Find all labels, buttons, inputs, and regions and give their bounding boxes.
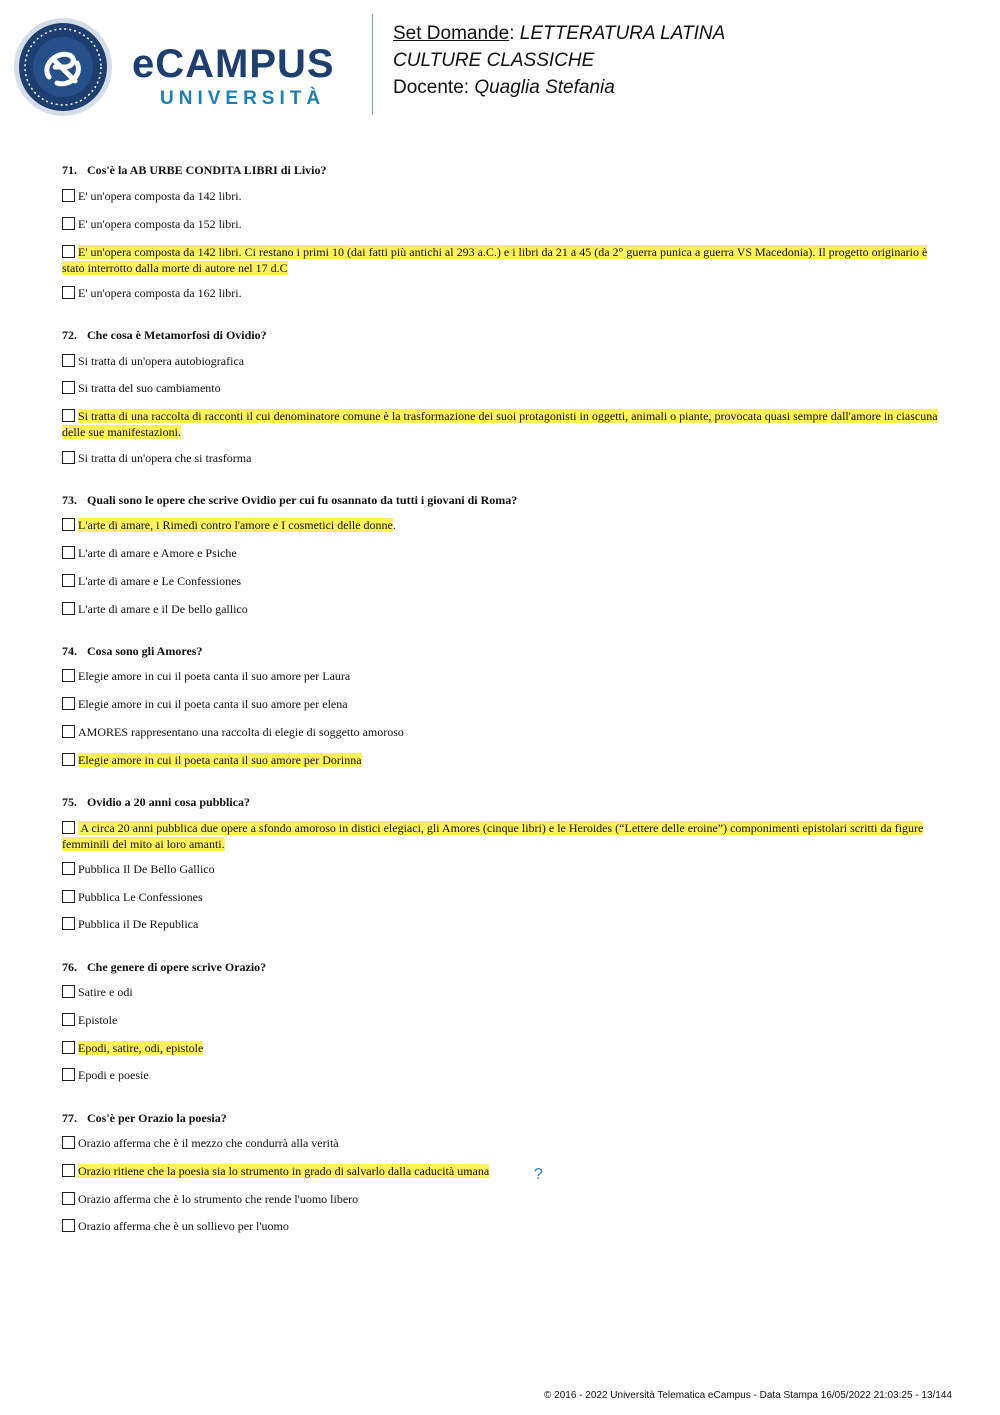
answer-option [62,602,938,618]
question-text: Cosa sono gli Amores? [87,644,203,658]
docente-label: Docente: [393,77,470,98]
answer-option [62,1013,938,1029]
docente-line [393,76,615,100]
answer-text: Elegie amore in cui il poeta canta il suo amore per elena [78,697,348,711]
question-text: Quali sono le opere che scrive Ovidio per cui fu osannato da tutti i giovani di Roma? [87,493,518,507]
set-domande-line: Set Domande: LETTERATURA LATINA [393,23,726,44]
answer-checkbox[interactable] [62,451,75,464]
answer-checkbox[interactable] [62,890,75,903]
question-number: 76. [62,960,77,974]
answer-option [62,217,938,233]
question-number: 73. [62,493,77,507]
answer-option [62,354,938,370]
answer-checkbox[interactable] [62,1068,75,1081]
question-title [62,643,942,659]
header-divider [372,14,373,115]
answer-option [62,890,938,906]
answer-checkbox[interactable] [62,381,75,394]
answer-text: Orazio afferma che è lo strumento che rende l'uomo libero [78,1192,359,1206]
answer-option [62,546,938,562]
answer-text: Epodi e poesie [78,1068,149,1082]
answer-text: L'arte di amare e Le Confessiones [78,574,242,588]
question-number: 77. [62,1111,77,1125]
answer-text-highlighted: Elegie amore in cui il poeta canta il suo amore per Dorinna [78,753,362,767]
answer-checkbox[interactable] [62,354,75,367]
answer-checkbox[interactable] [62,985,75,998]
answer-checkbox[interactable] [62,1219,75,1232]
answer-checkbox[interactable] [62,1164,75,1177]
answer-option [62,286,938,302]
annotation-question-mark: ? [534,1166,543,1183]
answer-checkbox[interactable] [62,725,75,738]
answer-option [62,189,938,205]
answer-text-highlighted: Si tratta di una raccolta di racconti il cui denominatore comune è la trasformazione dei suoi protagonisti in oggetti, animali o piante, provocata quasi sempre dall'amore in ciascuna delle sue manifestazioni. [62,409,938,439]
answer-text: L'arte di amare e il De bello gallico [78,602,248,616]
answer-checkbox[interactable] [62,821,75,834]
ecampus-logo-subtext: UNIVERSITÀ [160,88,326,109]
answer-option [62,518,938,534]
answer-text: Si tratta di un'opera autobiografica [78,354,245,368]
answer-checkbox[interactable] [62,189,75,202]
answer-text: Pubblica Le Confessiones [78,890,203,904]
question-text: Cos'è la AB URBE CONDITA LIBRI di Livio? [87,163,327,177]
set-domande-value: LETTERATURA LATINA [519,23,726,44]
answer-text: E' un'opera composta da 142 libri. [78,189,242,203]
answer-option [62,451,938,467]
answer-option [62,381,938,397]
answer-option [62,409,938,440]
docente-value: Quaglia Stefania [474,77,615,98]
answer-checkbox[interactable] [62,1041,75,1054]
answer-checkbox[interactable] [62,574,75,587]
answer-text: Pubblica Il De Bello Gallico [78,862,215,876]
answer-checkbox[interactable] [62,245,75,258]
answer-option [62,1192,938,1208]
answer-text-highlighted: L'arte di amare, i Rimedi contro l'amore e I cosmetici delle donne [78,518,393,532]
answer-option [62,1219,938,1235]
answer-checkbox[interactable] [62,669,75,682]
answer-option [62,245,938,276]
ecampus-logo-text: eCAMPUS [132,42,335,86]
question-title [62,1110,942,1126]
answer-text: AMORES rappresentano una raccolta di elegie di soggetto amoroso [78,725,404,739]
question-text: Che genere di opere scrive Orazio? [87,960,267,974]
page-footer: © 2016 - 2022 Università Telematica eCampus - Data Stampa 16/05/2022 21:03:25 - 13/144 [544,1390,952,1401]
question-number: 72. [62,328,77,342]
answer-option [62,697,938,713]
course-name: CULTURE CLASSICHE [393,50,595,71]
answer-text: E' un'opera composta da 152 libri. [78,217,242,231]
answer-checkbox[interactable] [62,1013,75,1026]
answer-option [62,1041,938,1057]
answer-checkbox[interactable] [62,602,75,615]
question-text: Cos'è per Orazio la poesia? [87,1111,227,1125]
answer-option [62,985,938,1001]
answer-checkbox[interactable] [62,409,75,422]
answer-checkbox[interactable] [62,1192,75,1205]
answer-text-highlighted: Orazio ritiene che la poesia sia lo strumento in grado di salvarlo dalla caducità umana [78,1164,490,1178]
answer-text: Orazio afferma che è il mezzo che condurrà alla verità [78,1136,339,1150]
course-line [393,49,594,73]
answer-checkbox[interactable] [62,1136,75,1149]
answer-text: Si tratta di un'opera che si trasforma [78,451,252,465]
answer-checkbox[interactable] [62,518,75,531]
question-number: 71. [62,163,77,177]
answer-text: Elegie amore in cui il poeta canta il suo amore per Laura [78,669,351,683]
answer-option [62,1164,938,1180]
answer-text-highlighted: Epodi, satire, odi, epistole [78,1041,204,1055]
question-text: Che cosa è Metamorfosi di Ovidio? [87,328,267,342]
answer-option [62,574,938,590]
answer-option [62,753,938,769]
answer-text: Epistole [78,1013,118,1027]
page-header [0,0,1000,130]
answer-text-highlighted: A circa 20 anni pubblica due opere a sfondo amoroso in distici elegiaci, gli Amores (cinque libri) e le Heroides (“Lettere delle eroine”) componimenti epistolari scritti da figure femminili del mito ai loro amanti. [62,821,924,851]
answer-checkbox[interactable] [62,753,75,766]
set-domande-label: Set Domande [393,23,510,44]
answer-text: Pubblica il De Republica [78,917,199,931]
answer-text: E' un'opera composta da 162 libri. [78,286,242,300]
answer-checkbox[interactable] [62,862,75,875]
answer-checkbox[interactable] [62,286,75,299]
answer-option [62,862,938,878]
answer-option [62,669,938,685]
answer-text: L'arte di amare e Amore e Psiche [78,546,237,560]
answer-option [62,821,938,852]
question-title [62,492,942,508]
question-title [62,162,942,178]
answer-text: Si tratta del suo cambiamento [78,381,221,395]
answer-checkbox[interactable] [62,917,75,930]
question-text: Ovidio a 20 anni cosa pubblica? [87,795,251,809]
answer-text-highlighted: E' un'opera composta da 142 libri. Ci restano i primi 10 (dai fatti più antichi al 293 a.C.) e i libri da 21 a 45 (da 2° guerra punica a guerra VS Macedonia). Il progetto originario è stato interrotto dalla morte di autore nel 17 d.C [62,245,928,275]
answer-checkbox[interactable] [62,546,75,559]
answer-checkbox[interactable] [62,217,75,230]
answer-option [62,1068,938,1084]
answer-text: Satire e odi [78,985,133,999]
answer-option [62,725,938,741]
answer-text: Orazio afferma che è un sollievo per l'uomo [78,1219,289,1233]
question-title [62,327,942,343]
question-number: 74. [62,644,77,658]
answer-checkbox[interactable] [62,697,75,710]
question-title [62,959,942,975]
answer-option [62,917,938,933]
answer-suffix: . [392,518,396,532]
question-title [62,794,942,810]
ecampus-emblem-icon [13,17,113,117]
question-number: 75. [62,795,77,809]
answer-option [62,1136,938,1152]
